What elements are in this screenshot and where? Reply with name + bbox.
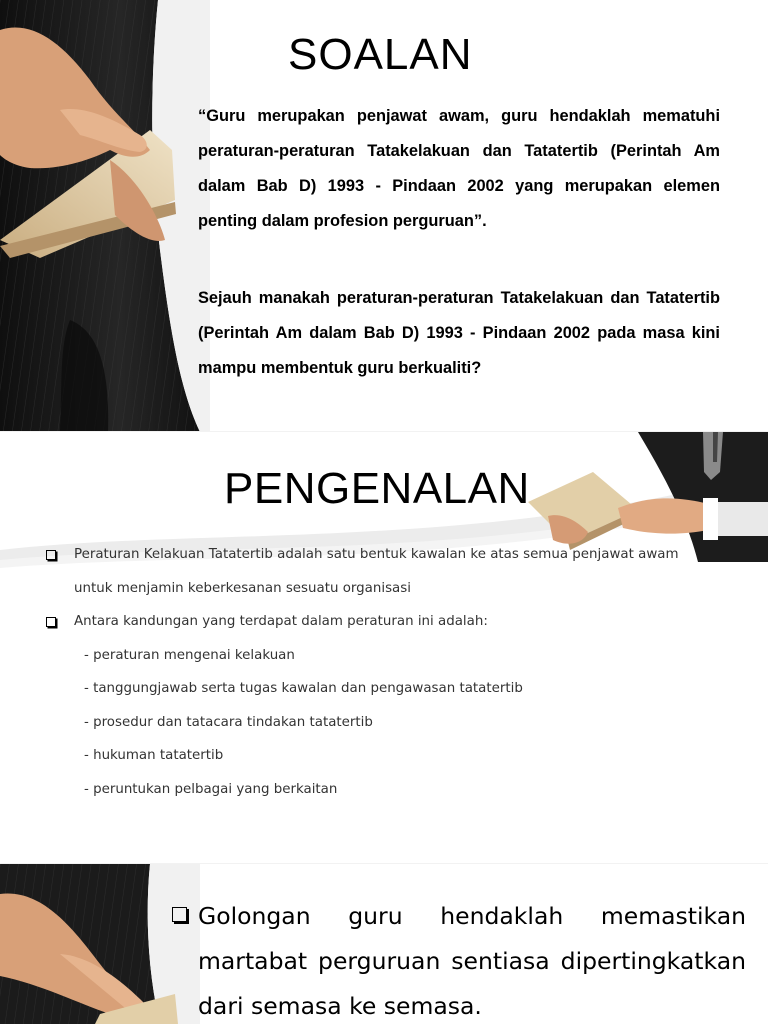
bullet-text: Golongan guru hendaklah memastikan martabat perguruan sentiasa dipertingkatkan dari semasa ke semasa. xyxy=(198,902,746,1020)
checkbox-bullet-icon xyxy=(172,907,187,922)
slide-title: SOALAN xyxy=(288,30,473,79)
bullet-item xyxy=(170,894,746,1024)
sub-item: - peruntukan pelbagai yang berkaitan xyxy=(84,781,338,797)
quote-paragraph: “Guru merupakan penjawat awam, guru hendaklah mematuhi peraturan-peraturan Tatakelakuan dan Tatatertib (Perintah Am dalam Bab D) 1993 - Pindaan 2002 yang merupakan elemen penting dalam profesion perguruan”. xyxy=(198,107,720,230)
question-paragraph: Sejauh manakah peraturan-peraturan Tatakelakuan dan Tatatertib (Perintah Am dalam Bab D) 1993 - Pindaan 2002 pada masa kini mampu membentuk guru berkualiti? xyxy=(198,289,720,377)
sub-item: - hukuman tatatertib xyxy=(84,748,224,763)
bullet-item-continuation: untuk menjamin keberkesanan sesuatu organisasi xyxy=(74,580,411,596)
bullet-item: Antara kandungan yang terdapat dalam peraturan ini adalah: xyxy=(46,605,722,639)
businessman-tablet-photo xyxy=(0,0,210,432)
sub-item: - peraturan mengenai kelakuan xyxy=(84,647,295,663)
bullet-list xyxy=(46,538,722,806)
sub-item: - tanggungjawab serta tugas kawalan dan pengawasan tatatertib xyxy=(84,681,523,696)
slide-title: PENGENALAN xyxy=(224,464,530,513)
sub-item: - prosedur dan tatacara tindakan tatatertib xyxy=(84,714,373,730)
bullet-item: Peraturan Kelakuan Tatatertib adalah satu bentuk kawalan ke atas semua penjawat awam xyxy=(46,538,722,572)
slide-pengenalan xyxy=(0,432,768,864)
slide-soalan xyxy=(0,0,768,432)
slide-golongan-guru xyxy=(0,864,768,1024)
